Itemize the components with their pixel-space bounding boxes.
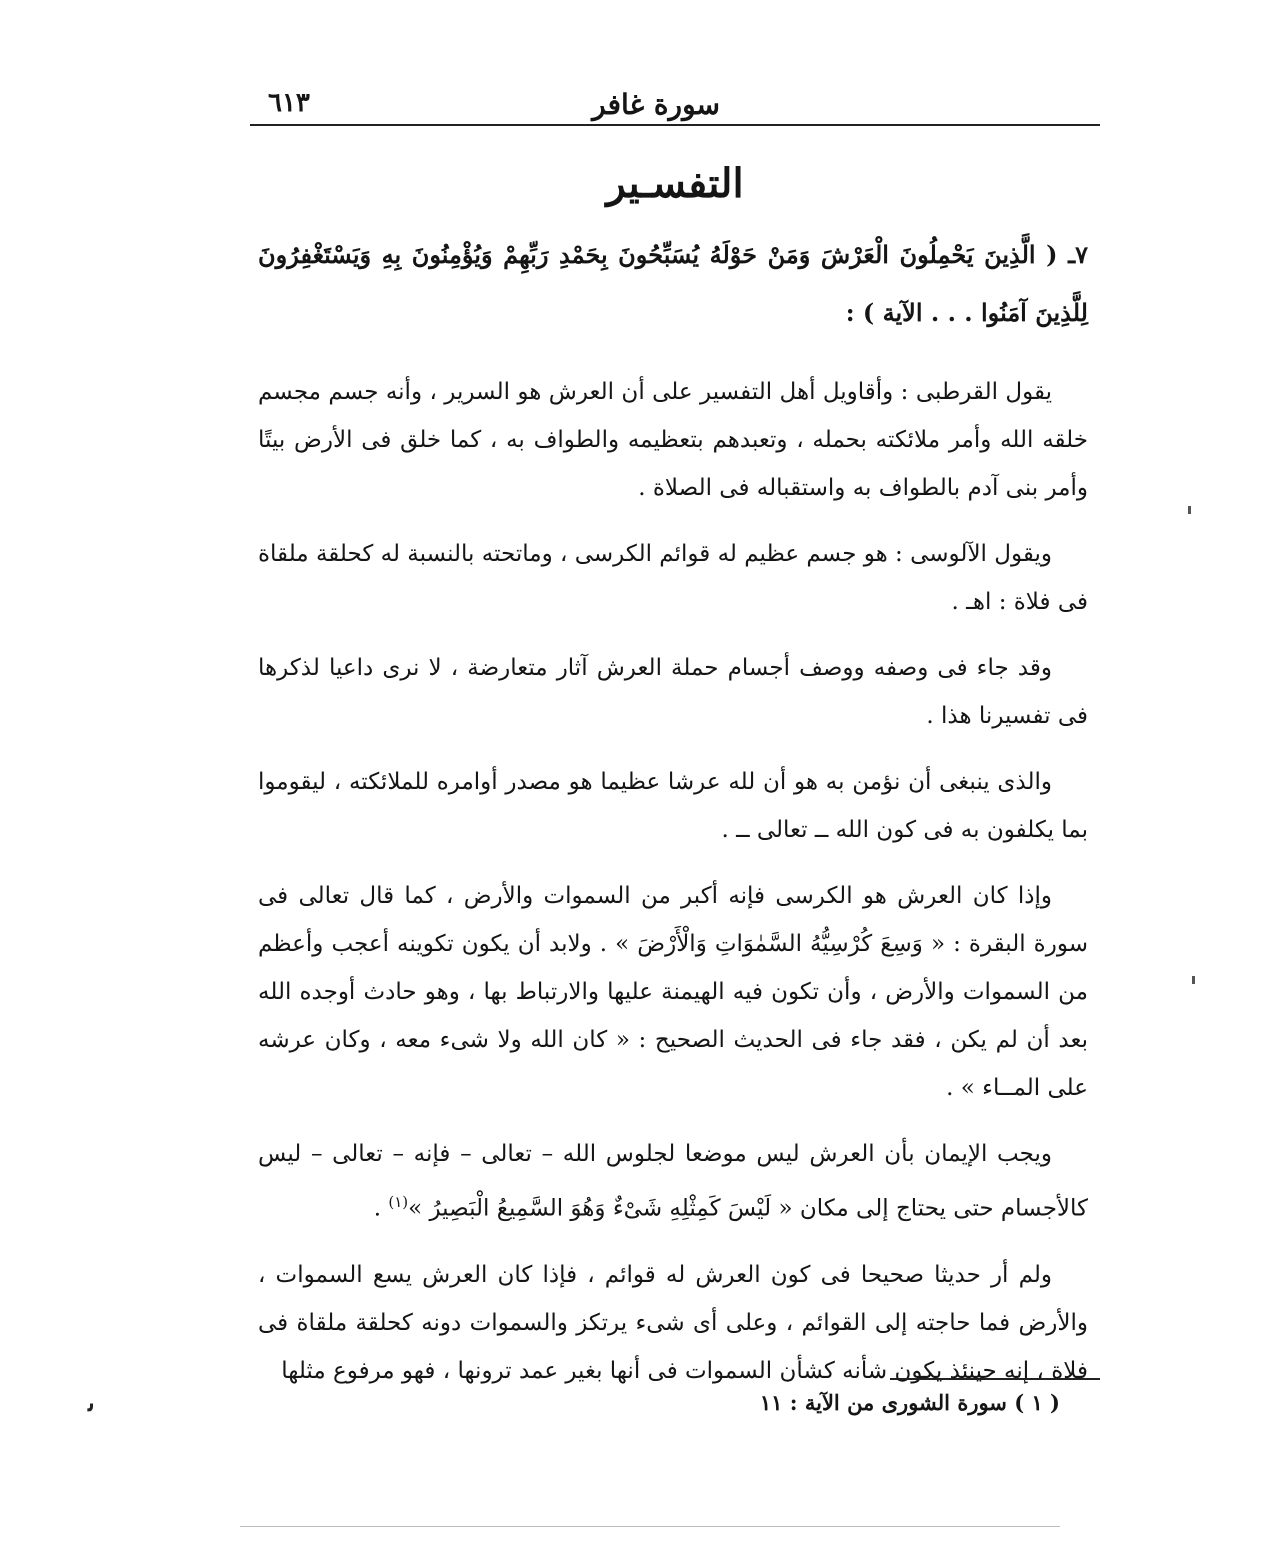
paragraph-belief: والذى ينبغى أن نؤمن به هو أن لله عرشا عظيما هو مصدر أوامره للملائكته ، ليقوموا بما يكلفون به فى كون الله ــ تعالى ــ . xyxy=(258,769,1088,843)
footnote-rule xyxy=(890,1378,1100,1380)
body-text xyxy=(258,226,1088,1413)
header-rule xyxy=(250,124,1100,126)
scan-speck xyxy=(1188,506,1191,514)
paragraph-pillars: ولم أر حديثا صحيحا فى كون العرش له قوائم ، فإذا كان العرش يسع السموات ، والأرض فما حاجته إلى القوائم ، وعلى أى شىء يرتكز والسموات دونه كحلقة ملقاة فى فلاة ، إنه حينئذ يكون شأنه كشأن السموات فى أنها بغير عمد ترونها ، فهو مرفوع مثلها xyxy=(258,1261,1088,1384)
section-title: التفسـير xyxy=(606,160,744,207)
footnote-marker: (١) xyxy=(388,1193,409,1211)
scan-speck xyxy=(1192,976,1195,984)
paragraph-iman-text: ويجب الإيمان بأن العرش ليس موضعا لجلوس الله – تعالى – فإنه – تعالى – ليس كالأجسام حتى يحتاج إلى مكان « لَيْسَ كَمِثْلِهِ شَىْءٌ وَهُوَ السَّمِيعُ الْبَصِيرُ » xyxy=(258,1141,1088,1222)
footnote: ( ١ ) سورة الشورى من الآية : ١١ xyxy=(759,1390,1060,1415)
paragraph-conflicting-reports: وقد جاء فى وصفه ووصف أجسام حملة العرش آثار متعارضة ، لا نرى داعيا لذكرها فى تفسيرنا هذا . xyxy=(258,655,1088,729)
bottom-line xyxy=(240,1526,1060,1527)
paragraph-kursi: وإذا كان العرش هو الكرسى فإنه أكبر من السموات والأرض ، كما قال تعالى فى سورة البقرة : « وَسِعَ كُرْسِيُّهُ السَّمٰوَاتِ وَالْأَرْضَ » . ولابد أن يكون تكوينه أعجب وأعظم من السموات والأرض ، وأن تكون فيه الهيمنة عليها والارتباط بها ، وهو حادث أوجده الله بعد أن لم يكن ، فقد جاء فى الحديث الصحيح : « كان الله ولا شىء معه ، وكان عرشه على المــاء » . xyxy=(258,883,1088,1101)
page-number: ٦١٣ xyxy=(268,88,310,118)
paragraph-iman-end: . xyxy=(373,1195,389,1222)
paragraph-iman xyxy=(258,1130,1088,1233)
margin-mark: ﯨ xyxy=(88,1388,95,1417)
paragraph-alusi: ويقول الآلوسى : هو جسم عظيم له قوائم الكرسى ، وماتحته بالنسبة له كحلقة ملقاة فى فلاة : اهـ . xyxy=(258,541,1088,615)
verse-heading: ٧ـ ( الَّذِينَ يَحْمِلُونَ الْعَرْشَ وَمَنْ حَوْلَهُ يُسَبِّحُونَ بِحَمْدِ رَبِّهِمْ وَيُؤْمِنُونَ بِهِ وَيَسْتَغْفِرُونَ لِلَّذِينَ آمَنُوا . . . الآية ) : xyxy=(258,240,1088,327)
page-header xyxy=(250,82,1100,122)
running-title: سورة غافر xyxy=(592,88,720,121)
paragraph-qurtubi: يقول القرطبى : وأقاويل أهل التفسير على أن العرش هو السرير ، وأنه جسم مجسم خلقه الله وأمر ملائكته بحمله ، وتعبدهم بتعظيمه والطواف به ، كما خلق فى الأرض بيتًا وأمر بنى آدم بالطواف به واستقباله فى الصلاة . xyxy=(258,379,1088,501)
